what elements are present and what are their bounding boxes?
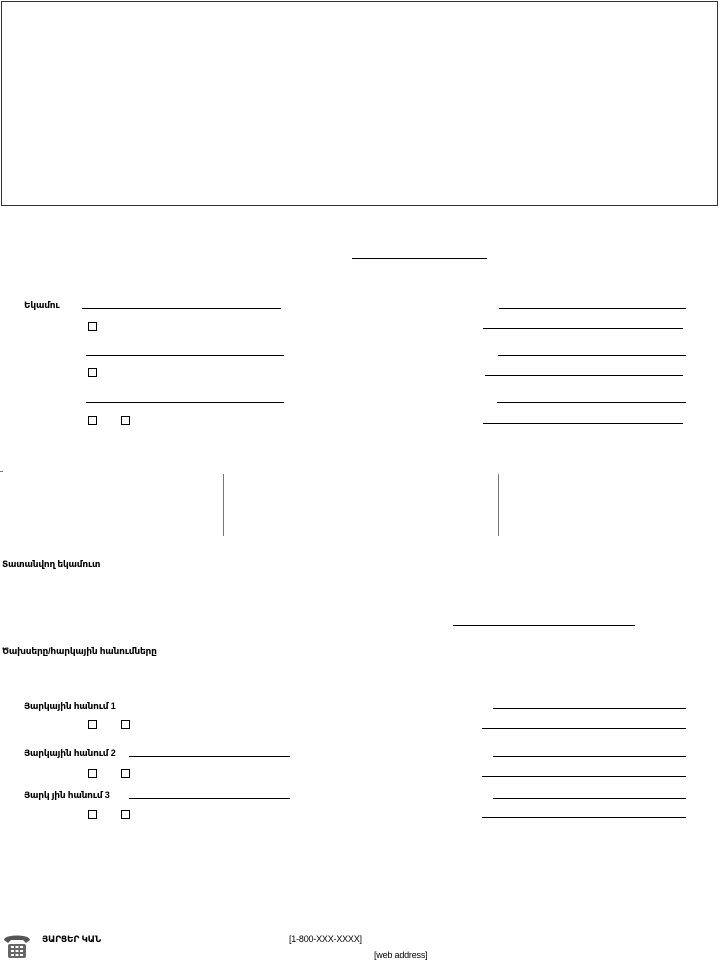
deduction-2-name-line[interactable] [129, 756, 290, 757]
income-checkbox-1[interactable] [88, 322, 97, 331]
income-name-line[interactable] [82, 308, 281, 309]
expected-income-label: Տատանվող եկամուտ [2, 559, 101, 569]
deduction-1-label: Յարկային հանում 1 [24, 701, 116, 711]
telephone-icon [2, 931, 32, 959]
income-right-line-5[interactable] [497, 402, 686, 403]
deduction-1-right-line-2[interactable] [482, 728, 686, 729]
phone-number[interactable]: [1-800-XXX-XXXX] [289, 934, 362, 944]
income-right-line-6[interactable] [483, 423, 683, 424]
income-right-line-3[interactable] [498, 355, 686, 356]
deduction-3-right-line-2[interactable] [482, 817, 686, 818]
income-checkbox-2[interactable] [88, 368, 97, 377]
deduction-3-checkbox-a[interactable] [88, 810, 97, 819]
deduction-3-name-line[interactable] [129, 798, 290, 799]
income-right-line-4[interactable] [485, 375, 683, 376]
deduction-2-right-line-2[interactable] [482, 776, 686, 777]
deduction-2-label: Յարկային հանում 2 [24, 748, 116, 758]
income-checkbox-3a[interactable] [88, 416, 97, 425]
deduction-2-checkbox-b[interactable] [121, 769, 130, 778]
deductions-section-label: Ծախսերը/հարկային հանումները [2, 646, 157, 656]
web-address[interactable]: [web address] [374, 950, 428, 960]
deduction-2-checkbox-a[interactable] [88, 769, 97, 778]
column-mark [0, 471, 3, 472]
date-field-line[interactable] [352, 258, 487, 259]
questions-label: ՅԱՐՑԵՐ ԿԱՆ [42, 934, 102, 944]
income-label: Եկամու [24, 300, 60, 310]
deduction-1-checkbox-a[interactable] [88, 720, 97, 729]
income-right-line-1[interactable] [499, 308, 686, 309]
deduction-2-right-line-1[interactable] [493, 756, 686, 757]
income-checkbox-3b[interactable] [121, 416, 130, 425]
expected-income-line[interactable] [453, 625, 635, 626]
deduction-1-right-line-1[interactable] [493, 708, 686, 709]
header-box [1, 1, 718, 206]
deduction-1-checkbox-b[interactable] [121, 720, 130, 729]
column-divider-2 [498, 474, 499, 536]
column-divider-1 [223, 474, 224, 536]
income-line-2[interactable] [86, 355, 284, 356]
deduction-3-checkbox-b[interactable] [121, 810, 130, 819]
income-right-line-2[interactable] [483, 328, 683, 329]
deduction-3-label: Յարկ յին հանում 3 [24, 790, 110, 800]
deduction-3-right-line-1[interactable] [493, 798, 686, 799]
income-line-3[interactable] [86, 402, 284, 403]
